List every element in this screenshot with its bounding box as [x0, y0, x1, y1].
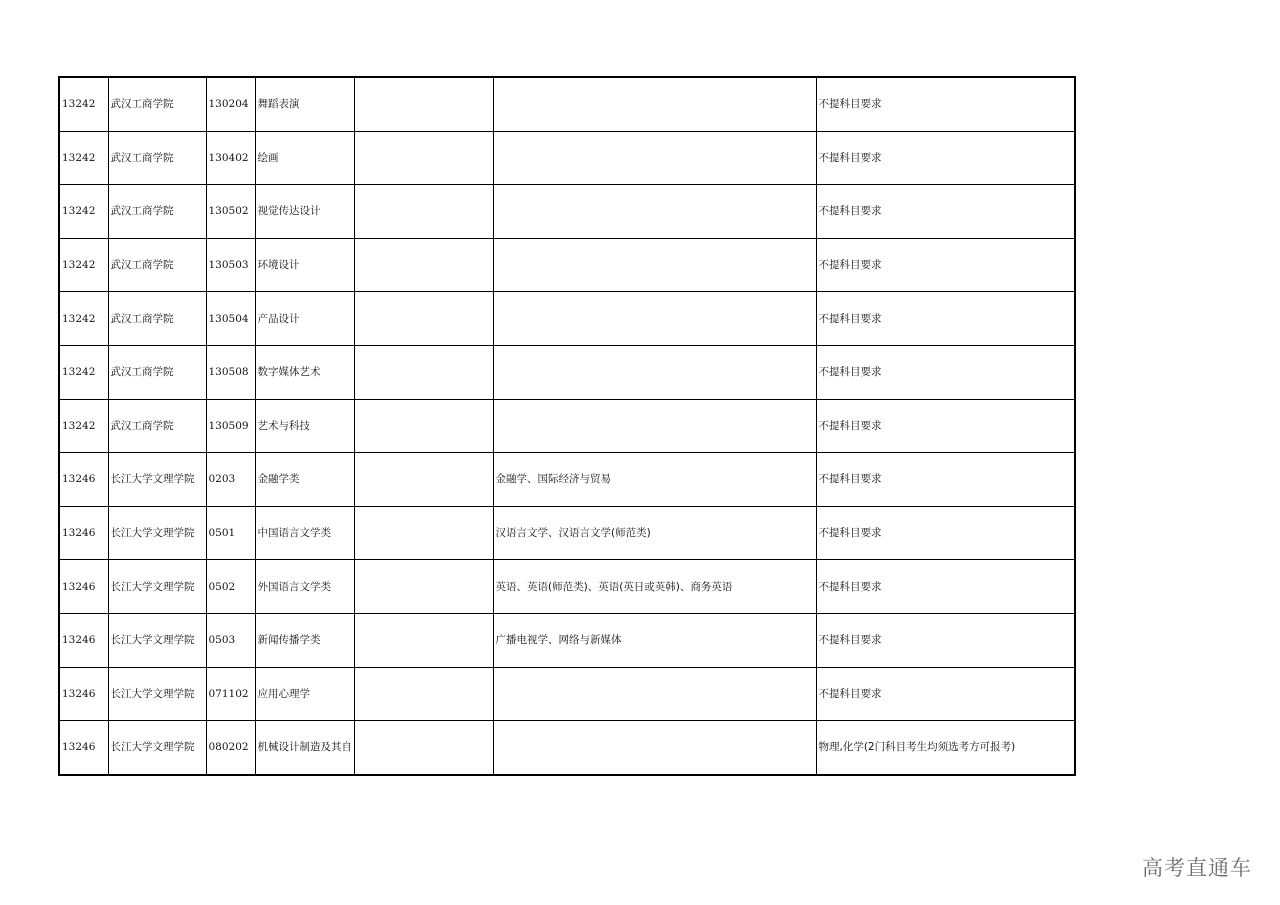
- table-row: [59, 77, 1075, 131]
- table-row: [59, 667, 1075, 721]
- included-majors-cell: [493, 721, 816, 775]
- subject-requirement-cell: 不提科目要求: [816, 185, 1075, 239]
- subject-requirement-cell: 不提科目要求: [816, 292, 1075, 346]
- major-name-cell: 视觉传达设计: [255, 185, 354, 239]
- school-code-cell: 13242: [59, 77, 108, 131]
- school-code-cell: 13242: [59, 399, 108, 453]
- school-name-cell: 武汉工商学院: [108, 292, 206, 346]
- major-code-cell: 130502: [206, 185, 255, 239]
- note-cell: [354, 77, 493, 131]
- included-majors-cell: 金融学、国际经济与贸易: [493, 453, 816, 507]
- school-name-cell: 长江大学文理学院: [108, 453, 206, 507]
- school-code-cell: 13242: [59, 345, 108, 399]
- subject-requirement-cell: 不提科目要求: [816, 77, 1075, 131]
- table-row: [59, 721, 1075, 775]
- major-code-cell: 130503: [206, 238, 255, 292]
- school-code-cell: 13246: [59, 560, 108, 614]
- included-majors-cell: [493, 399, 816, 453]
- table-row: [59, 185, 1075, 239]
- included-majors-cell: [493, 667, 816, 721]
- subject-requirement-cell: 不提科目要求: [816, 345, 1075, 399]
- included-majors-cell: 汉语言文学、汉语言文学(师范类): [493, 506, 816, 560]
- school-name-cell: 武汉工商学院: [108, 238, 206, 292]
- school-code-cell: 13242: [59, 238, 108, 292]
- included-majors-cell: [493, 185, 816, 239]
- school-code-cell: 13246: [59, 613, 108, 667]
- note-cell: [354, 453, 493, 507]
- major-code-cell: 0501: [206, 506, 255, 560]
- subject-requirement-cell: 不提科目要求: [816, 131, 1075, 185]
- table-row: [59, 506, 1075, 560]
- subject-requirement-cell: 不提科目要求: [816, 506, 1075, 560]
- school-name-cell: 长江大学文理学院: [108, 613, 206, 667]
- major-code-cell: 0502: [206, 560, 255, 614]
- note-cell: [354, 399, 493, 453]
- school-code-cell: 13246: [59, 721, 108, 775]
- major-name-cell: 外国语言文学类: [255, 560, 354, 614]
- note-cell: [354, 345, 493, 399]
- major-name-cell: 金融学类: [255, 453, 354, 507]
- subject-requirement-cell: 不提科目要求: [816, 238, 1075, 292]
- major-name-cell: 舞蹈表演: [255, 77, 354, 131]
- included-majors-cell: [493, 345, 816, 399]
- note-cell: [354, 667, 493, 721]
- table-row: [59, 292, 1075, 346]
- included-majors-cell: [493, 238, 816, 292]
- major-name-cell: 艺术与科技: [255, 399, 354, 453]
- school-code-cell: 13242: [59, 131, 108, 185]
- school-name-cell: 长江大学文理学院: [108, 506, 206, 560]
- school-name-cell: 长江大学文理学院: [108, 667, 206, 721]
- school-name-cell: 武汉工商学院: [108, 345, 206, 399]
- school-name-cell: 长江大学文理学院: [108, 560, 206, 614]
- subject-requirement-cell: 不提科目要求: [816, 667, 1075, 721]
- major-name-cell: 产品设计: [255, 292, 354, 346]
- school-name-cell: 长江大学文理学院: [108, 721, 206, 775]
- note-cell: [354, 292, 493, 346]
- subject-requirement-cell: 不提科目要求: [816, 613, 1075, 667]
- major-code-cell: 130204: [206, 77, 255, 131]
- table-row: [59, 345, 1075, 399]
- school-name-cell: 武汉工商学院: [108, 399, 206, 453]
- included-majors-cell: 广播电视学、网络与新媒体: [493, 613, 816, 667]
- major-code-cell: 130504: [206, 292, 255, 346]
- note-cell: [354, 131, 493, 185]
- table-row: [59, 560, 1075, 614]
- school-name-cell: 武汉工商学院: [108, 185, 206, 239]
- subject-requirement-cell: 不提科目要求: [816, 399, 1075, 453]
- table-row: [59, 131, 1075, 185]
- major-name-cell: 数字媒体艺术: [255, 345, 354, 399]
- note-cell: [354, 506, 493, 560]
- subject-requirement-cell: 物理,化学(2门科目考生均须选考方可报考): [816, 721, 1075, 775]
- table-row: [59, 399, 1075, 453]
- major-code-cell: 0503: [206, 613, 255, 667]
- watermark-text: 高考直通车: [1142, 856, 1252, 880]
- note-cell: [354, 560, 493, 614]
- school-name-cell: 武汉工商学院: [108, 131, 206, 185]
- included-majors-cell: [493, 131, 816, 185]
- major-code-cell: 080202: [206, 721, 255, 775]
- school-code-cell: 13246: [59, 453, 108, 507]
- note-cell: [354, 613, 493, 667]
- school-code-cell: 13246: [59, 506, 108, 560]
- major-name-cell: 应用心理学: [255, 667, 354, 721]
- subject-requirement-cell: 不提科目要求: [816, 560, 1075, 614]
- major-name-cell: 环境设计: [255, 238, 354, 292]
- note-cell: [354, 721, 493, 775]
- table-body: [59, 77, 1075, 775]
- school-name-cell: 武汉工商学院: [108, 77, 206, 131]
- major-name-cell: 机械设计制造及其自: [255, 721, 354, 775]
- school-code-cell: 13242: [59, 185, 108, 239]
- major-code-cell: 071102: [206, 667, 255, 721]
- table-row: [59, 453, 1075, 507]
- admission-table: [58, 76, 1076, 776]
- major-name-cell: 中国语言文学类: [255, 506, 354, 560]
- note-cell: [354, 185, 493, 239]
- school-code-cell: 13242: [59, 292, 108, 346]
- major-name-cell: 新闻传播学类: [255, 613, 354, 667]
- note-cell: [354, 238, 493, 292]
- table-row: [59, 613, 1075, 667]
- major-name-cell: 绘画: [255, 131, 354, 185]
- included-majors-cell: [493, 77, 816, 131]
- major-code-cell: 130402: [206, 131, 255, 185]
- major-code-cell: 130509: [206, 399, 255, 453]
- included-majors-cell: [493, 292, 816, 346]
- major-code-cell: 0203: [206, 453, 255, 507]
- included-majors-cell: 英语、英语(师范类)、英语(英日或英韩)、商务英语: [493, 560, 816, 614]
- major-code-cell: 130508: [206, 345, 255, 399]
- table-row: [59, 238, 1075, 292]
- subject-requirement-cell: 不提科目要求: [816, 453, 1075, 507]
- school-code-cell: 13246: [59, 667, 108, 721]
